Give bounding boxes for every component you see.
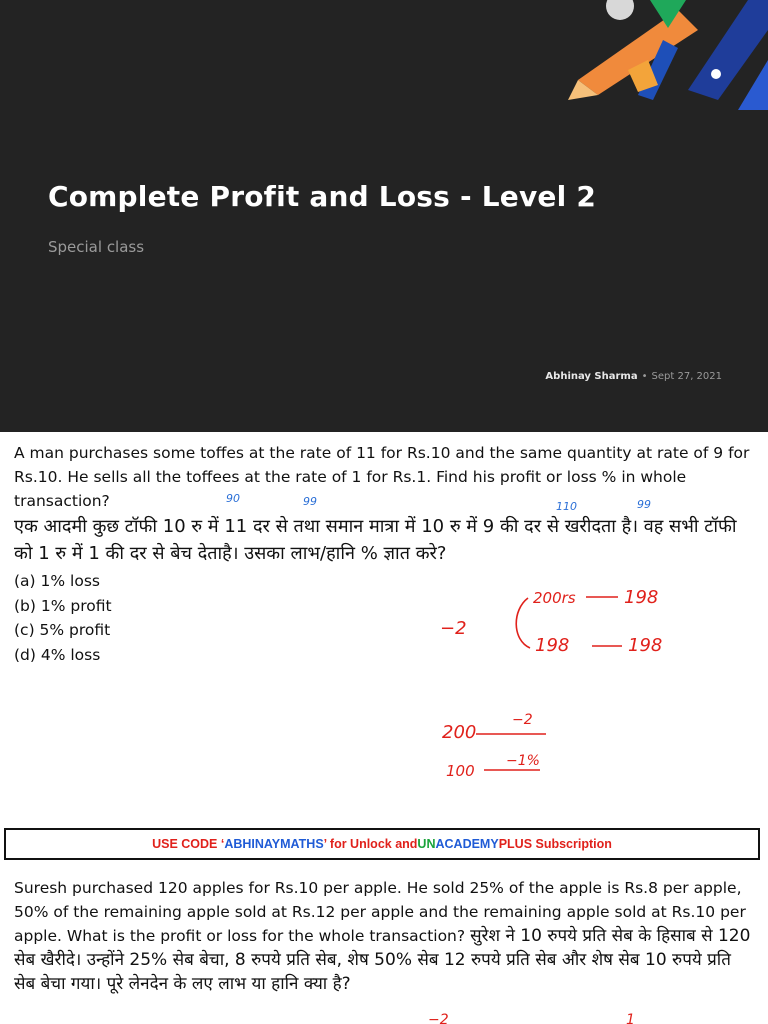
promo-brand-green: UN bbox=[417, 837, 436, 851]
class-title: Complete Profit and Loss - Level 2 bbox=[48, 180, 597, 213]
promo-banner bbox=[4, 828, 760, 860]
author-name: Abhinay Sharma bbox=[545, 371, 638, 382]
question-2-english: Suresh purchased 120 apples for Rs.10 per apple. He sold 25% of the apple is Rs.8 per apple, 50% of the remaining apple sold at Rs.12 per apple and the remaining apple sold at Rs.10 per apple. What is the profit or loss for the whole transaction? bbox=[14, 879, 746, 945]
ink-calc2-right: −1% bbox=[506, 753, 540, 769]
stationery-illustration bbox=[568, 0, 768, 110]
promo-brand-blue: ACADEMY bbox=[435, 837, 499, 851]
promo-suffix: PLUS Subscription bbox=[498, 837, 612, 851]
ink-minus-two: −2 bbox=[440, 618, 467, 639]
answer-options bbox=[14, 569, 754, 667]
ink-row1-left: 200rs bbox=[533, 589, 576, 607]
ink-above-4: 99 bbox=[637, 498, 651, 511]
question-1 bbox=[14, 441, 754, 667]
ink-calc2-left: 100 bbox=[446, 762, 475, 780]
ink-bottom-left: −2 bbox=[428, 1012, 449, 1024]
ink-calc1-left: 200 bbox=[442, 722, 477, 743]
ink-above-3: 110 bbox=[556, 500, 577, 513]
ink-above-2: 99 bbox=[303, 495, 317, 508]
option-a: (a) 1% loss bbox=[14, 572, 100, 590]
question-2 bbox=[14, 876, 754, 996]
class-banner bbox=[0, 0, 768, 432]
ink-above-1: 90 bbox=[226, 492, 240, 505]
question-1-hindi: एक आदमी कुछ टॉफी 10 रु में 11 दर से तथा समान मात्रा में 10 रु में 9 की दर से खरीदता है। वह सभी टॉफी को 1 रु में 1 की दर से बेच देताहै। उसका लाभ/हानि % ज्ञात करे? bbox=[14, 516, 737, 564]
ink-row2-left: 198 bbox=[535, 635, 570, 656]
ink-row2-right: 198 bbox=[628, 635, 663, 656]
question-1-english: A man purchases some toffes at the rate of 11 for Rs.10 and the same quantity at rate of 9 for Rs.10. He sells all the toffees at the rate of 1 for Rs.1. Find his profit or loss % in whole transaction? bbox=[14, 444, 750, 510]
meta-separator: • bbox=[641, 371, 648, 382]
option-d: (d) 4% loss bbox=[14, 645, 101, 664]
ink-row1-right: 198 bbox=[624, 587, 659, 608]
promo-code: ABHINAYMATHS bbox=[224, 837, 324, 851]
question-2-text bbox=[14, 876, 754, 996]
class-subtitle: Special class bbox=[48, 238, 145, 256]
option-b: (b) 1% profit bbox=[14, 596, 112, 615]
question-2-hindi: सुरेश ने 10 रुपये प्रति सेब के हिसाब से 120 सेब खैरीदे। उन्होंने 25% सेब बेचा, 8 रुपये प्रति सेब, शेष 50% सेब 12 रुपये प्रति सेब और शेष सेब 10 रुपये प्रति सेब बेचा गया। पूरे लेनदेन के लए लाभ या हानि क्या है? bbox=[14, 926, 751, 994]
promo-middle: ’ for Unlock and bbox=[323, 837, 418, 851]
class-meta bbox=[545, 371, 722, 382]
ink-bottom-right: 1 bbox=[626, 1012, 635, 1024]
promo-prefix: USE CODE ‘ bbox=[152, 837, 225, 851]
class-date: Sept 27, 2021 bbox=[651, 371, 722, 382]
option-c: (c) 5% profit bbox=[14, 621, 111, 639]
ink-calc1-right: −2 bbox=[512, 712, 533, 728]
